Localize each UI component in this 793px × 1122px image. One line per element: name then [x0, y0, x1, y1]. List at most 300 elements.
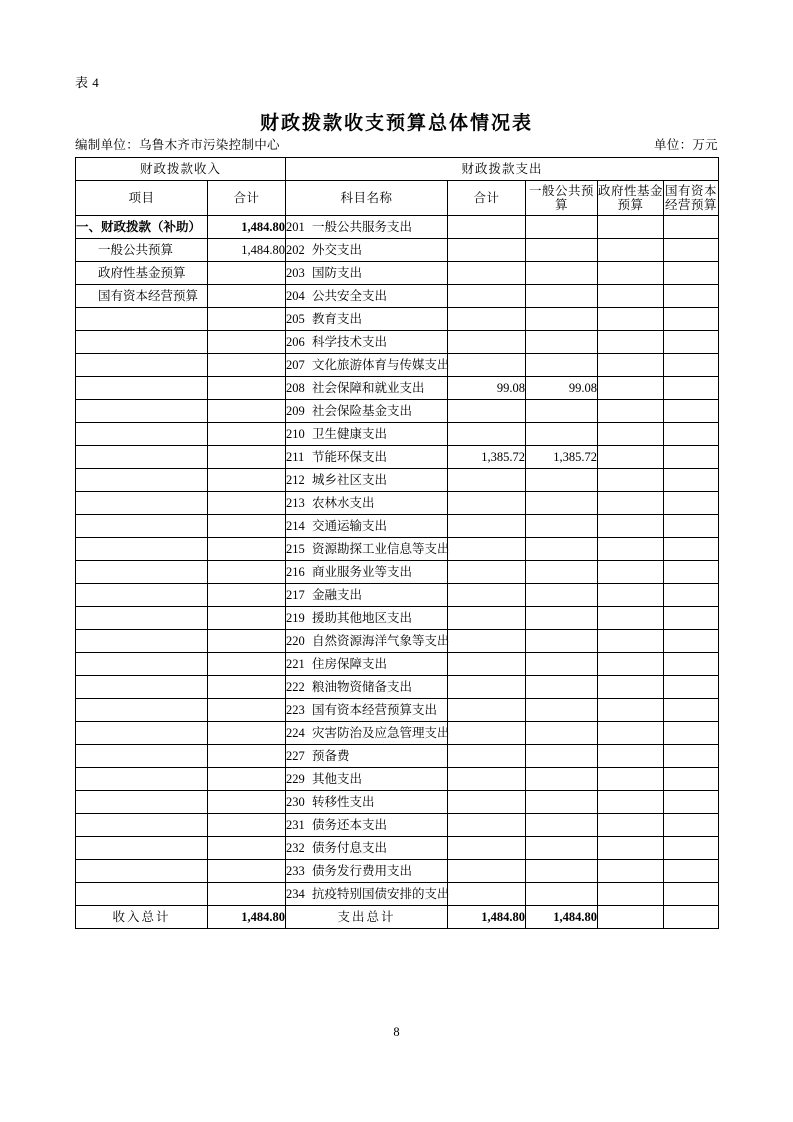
income-item-total-empty	[208, 492, 286, 515]
expenditure-fund	[598, 745, 664, 768]
income-item-total-empty	[208, 676, 286, 699]
income-item-label-empty	[76, 354, 208, 377]
expenditure-general	[526, 883, 598, 906]
expenditure-name: 债务还本支出	[312, 817, 388, 832]
expenditure-name: 灾害防治及应急管理支出	[312, 725, 450, 740]
expenditure-name: 金融支出	[312, 587, 363, 602]
expenditure-total	[448, 216, 526, 239]
income-item-total-empty	[208, 446, 286, 469]
expenditure-capital	[664, 216, 719, 239]
income-item-total-empty	[208, 354, 286, 377]
expenditure-capital	[664, 446, 719, 469]
expenditure-subject	[286, 469, 448, 492]
expenditure-general	[526, 607, 598, 630]
expenditure-general	[526, 285, 598, 308]
table-row	[76, 492, 719, 515]
income-item-label-empty	[76, 584, 208, 607]
expenditure-name: 债务付息支出	[312, 840, 388, 855]
expenditure-general	[526, 676, 598, 699]
table-footer-row	[76, 906, 719, 929]
table-row	[76, 377, 719, 400]
expenditure-general	[526, 239, 598, 262]
expenditure-fund	[598, 607, 664, 630]
expenditure-subject	[286, 515, 448, 538]
expenditure-code: 224	[286, 725, 305, 740]
expenditure-total	[448, 423, 526, 446]
income-item-label: 一、财政拨款（补助）	[76, 216, 208, 239]
expenditure-fund	[598, 561, 664, 584]
expenditure-name: 预备费	[312, 748, 350, 763]
income-item-label-empty	[76, 377, 208, 400]
table-row	[76, 630, 719, 653]
income-item-total-empty	[208, 630, 286, 653]
expenditure-total	[448, 400, 526, 423]
expenditure-fund	[598, 814, 664, 837]
income-item-label-empty	[76, 699, 208, 722]
income-item-total-empty	[208, 469, 286, 492]
column-header-income-total: 合计	[208, 181, 286, 216]
expenditure-general	[526, 331, 598, 354]
expenditure-fund	[598, 262, 664, 285]
expenditure-code: 223	[286, 702, 305, 717]
expenditure-capital	[664, 630, 719, 653]
expenditure-fund	[598, 584, 664, 607]
income-item-label: 政府性基金预算	[76, 262, 208, 285]
expenditure-capital	[664, 768, 719, 791]
expenditure-subject	[286, 262, 448, 285]
expenditure-total-value: 1,484.80	[448, 906, 526, 929]
expenditure-code: 210	[286, 426, 305, 441]
expenditure-general	[526, 561, 598, 584]
expenditure-general	[526, 262, 598, 285]
income-item-label: 国有资本经营预算	[76, 285, 208, 308]
income-item-total-empty	[208, 745, 286, 768]
expenditure-code: 230	[286, 794, 305, 809]
income-item-label-empty	[76, 400, 208, 423]
expenditure-capital	[664, 285, 719, 308]
income-item-total-empty	[208, 423, 286, 446]
expenditure-fund	[598, 308, 664, 331]
expenditure-total	[448, 676, 526, 699]
expenditure-name: 社会保障和就业支出	[312, 380, 425, 395]
expenditure-fund	[598, 331, 664, 354]
income-item-label-empty	[76, 446, 208, 469]
expenditure-name: 教育支出	[312, 311, 363, 326]
column-header-government-fund-budget: 政府性基金预算	[598, 181, 664, 216]
income-item-label: 一般公共预算	[76, 239, 208, 262]
expenditure-name: 商业服务业等支出	[312, 564, 413, 579]
table-row	[76, 538, 719, 561]
income-item-total-empty	[208, 584, 286, 607]
expenditure-total	[448, 768, 526, 791]
expenditure-fund	[598, 768, 664, 791]
expenditure-capital	[664, 331, 719, 354]
expenditure-fund	[598, 285, 664, 308]
expenditure-general	[526, 768, 598, 791]
expenditure-capital	[664, 699, 719, 722]
income-item-label-empty	[76, 768, 208, 791]
expenditure-total	[448, 837, 526, 860]
table-row	[76, 676, 719, 699]
expenditure-total	[448, 860, 526, 883]
income-item-total-empty	[208, 699, 286, 722]
expenditure-general	[526, 538, 598, 561]
expenditure-name: 抗疫特别国债安排的支出	[312, 886, 450, 901]
expenditure-general	[526, 423, 598, 446]
expenditure-general	[526, 216, 598, 239]
expenditure-subject	[286, 745, 448, 768]
expenditure-subject	[286, 837, 448, 860]
expenditure-code: 208	[286, 380, 305, 395]
page-number: 8	[393, 1025, 400, 1039]
expenditure-subject	[286, 860, 448, 883]
expenditure-code: 213	[286, 495, 305, 510]
expenditure-total	[448, 653, 526, 676]
expenditure-subject	[286, 216, 448, 239]
income-item-label-empty	[76, 745, 208, 768]
table-row	[76, 814, 719, 837]
expenditure-fund	[598, 492, 664, 515]
expenditure-name: 社会保险基金支出	[312, 403, 413, 418]
expenditure-code: 231	[286, 817, 305, 832]
expenditure-code: 220	[286, 633, 305, 648]
expenditure-code: 203	[286, 265, 305, 280]
expenditure-general: 1,385.72	[526, 446, 598, 469]
expenditure-capital	[664, 607, 719, 630]
income-item-total-empty	[208, 883, 286, 906]
expenditure-code: 212	[286, 472, 305, 487]
expenditure-general-total-value: 1,484.80	[526, 906, 598, 929]
expenditure-subject	[286, 584, 448, 607]
expenditure-code: 211	[286, 449, 305, 464]
expenditure-name: 一般公共服务支出	[312, 219, 413, 234]
expenditure-capital	[664, 791, 719, 814]
expenditure-capital	[664, 745, 719, 768]
income-item-label-empty	[76, 331, 208, 354]
column-header-general-public-budget: 一般公共预算	[526, 181, 598, 216]
expenditure-total	[448, 239, 526, 262]
income-total-value: 1,484.80	[208, 906, 286, 929]
expenditure-capital	[664, 377, 719, 400]
table-row	[76, 469, 719, 492]
expenditure-total-label: 支出总计	[286, 906, 448, 929]
expenditure-subject	[286, 814, 448, 837]
expenditure-capital	[664, 308, 719, 331]
expenditure-general	[526, 653, 598, 676]
income-item-label-empty	[76, 469, 208, 492]
expenditure-code: 205	[286, 311, 305, 326]
income-item-label-empty	[76, 561, 208, 584]
expenditure-general	[526, 630, 598, 653]
expenditure-total	[448, 561, 526, 584]
table-number: 表 4	[75, 75, 100, 90]
expenditure-total	[448, 607, 526, 630]
expenditure-code: 219	[286, 610, 305, 625]
expenditure-general	[526, 308, 598, 331]
expenditure-total	[448, 515, 526, 538]
expenditure-fund	[598, 400, 664, 423]
income-item-total	[208, 285, 286, 308]
income-item-total-empty	[208, 607, 286, 630]
income-item-label-empty	[76, 883, 208, 906]
expenditure-total	[448, 331, 526, 354]
expenditure-subject	[286, 377, 448, 400]
expenditure-subject	[286, 791, 448, 814]
expenditure-fund	[598, 653, 664, 676]
expenditure-subject	[286, 285, 448, 308]
expenditure-name: 债务发行费用支出	[312, 863, 413, 878]
expenditure-subject	[286, 699, 448, 722]
expenditure-general	[526, 860, 598, 883]
table-row	[76, 515, 719, 538]
expenditure-total	[448, 538, 526, 561]
expenditure-name: 城乡社区支出	[312, 472, 388, 487]
expenditure-code: 215	[286, 541, 305, 556]
expenditure-code: 209	[286, 403, 305, 418]
income-item-total-empty	[208, 331, 286, 354]
expenditure-fund	[598, 239, 664, 262]
expenditure-fund	[598, 837, 664, 860]
table-row	[76, 699, 719, 722]
expenditure-code: 234	[286, 886, 305, 901]
expenditure-capital	[664, 400, 719, 423]
expenditure-capital	[664, 883, 719, 906]
column-header-exp-total: 合计	[448, 181, 526, 216]
expenditure-fund	[598, 791, 664, 814]
column-header-income-item: 项目	[76, 181, 208, 216]
table-row	[76, 860, 719, 883]
expenditure-total	[448, 883, 526, 906]
expenditure-general	[526, 515, 598, 538]
expenditure-total	[448, 791, 526, 814]
expenditure-subject	[286, 722, 448, 745]
expenditure-subject	[286, 446, 448, 469]
expenditure-fund	[598, 446, 664, 469]
expenditure-name: 其他支出	[312, 771, 363, 786]
expenditure-code: 221	[286, 656, 305, 671]
page-title: 财政拨款收支预算总体情况表	[259, 113, 533, 134]
expenditure-name: 转移性支出	[312, 794, 375, 809]
expenditure-capital	[664, 860, 719, 883]
income-item-total-empty	[208, 400, 286, 423]
income-item-total-empty	[208, 722, 286, 745]
expenditure-name: 交通运输支出	[312, 518, 388, 533]
expenditure-general	[526, 837, 598, 860]
expenditure-general	[526, 722, 598, 745]
expenditure-general	[526, 584, 598, 607]
expenditure-name: 农林水支出	[312, 495, 375, 510]
expenditure-code: 233	[286, 863, 305, 878]
expenditure-general	[526, 400, 598, 423]
table-row	[76, 239, 719, 262]
table-row	[76, 446, 719, 469]
income-item-total-empty	[208, 860, 286, 883]
table-row	[76, 883, 719, 906]
expenditure-fund	[598, 469, 664, 492]
expenditure-code: 201	[286, 219, 305, 234]
expenditure-subject	[286, 768, 448, 791]
expenditure-capital	[664, 814, 719, 837]
income-item-label-empty	[76, 492, 208, 515]
income-item-label-empty	[76, 722, 208, 745]
income-item-label-empty	[76, 814, 208, 837]
income-item-label-empty	[76, 791, 208, 814]
expenditure-subject	[286, 331, 448, 354]
expenditure-subject	[286, 883, 448, 906]
expenditure-capital	[664, 423, 719, 446]
table-row	[76, 354, 719, 377]
expenditure-total	[448, 469, 526, 492]
table-row	[76, 423, 719, 446]
expenditure-total	[448, 722, 526, 745]
expenditure-name: 国防支出	[312, 265, 363, 280]
expenditure-total	[448, 492, 526, 515]
expenditure-total	[448, 584, 526, 607]
income-item-total-empty	[208, 515, 286, 538]
expenditure-general: 99.08	[526, 377, 598, 400]
expenditure-general	[526, 745, 598, 768]
expenditure-subject	[286, 400, 448, 423]
table-row	[76, 607, 719, 630]
table-row	[76, 216, 719, 239]
expenditure-subject	[286, 561, 448, 584]
expenditure-subject	[286, 676, 448, 699]
table-row	[76, 331, 719, 354]
income-item-total-empty	[208, 308, 286, 331]
table-row	[76, 791, 719, 814]
expenditure-fund	[598, 630, 664, 653]
expenditure-capital	[664, 492, 719, 515]
table-group-header-row	[76, 158, 719, 181]
income-item-label-empty	[76, 630, 208, 653]
income-item-label-empty	[76, 837, 208, 860]
table-row	[76, 561, 719, 584]
table-row	[76, 308, 719, 331]
expenditure-total	[448, 285, 526, 308]
table-column-header-row	[76, 181, 719, 216]
expenditure-capital-total-value	[664, 906, 719, 929]
expenditure-total	[448, 814, 526, 837]
expenditure-name: 科学技术支出	[312, 334, 388, 349]
expenditure-name: 资源勘探工业信息等支出	[312, 541, 450, 556]
expenditure-general	[526, 699, 598, 722]
income-item-total-empty	[208, 377, 286, 400]
table-row	[76, 285, 719, 308]
table-row	[76, 584, 719, 607]
expenditure-capital	[664, 676, 719, 699]
expenditure-subject	[286, 308, 448, 331]
expenditure-name: 粮油物资储备支出	[312, 679, 413, 694]
income-item-total-empty	[208, 561, 286, 584]
expenditure-fund	[598, 377, 664, 400]
expenditure-fund-total-value	[598, 906, 664, 929]
expenditure-general	[526, 814, 598, 837]
expenditure-general	[526, 354, 598, 377]
expenditure-code: 206	[286, 334, 305, 349]
expenditure-general	[526, 791, 598, 814]
expenditure-total	[448, 308, 526, 331]
expenditure-fund	[598, 676, 664, 699]
expenditure-capital	[664, 538, 719, 561]
income-item-total-empty	[208, 814, 286, 837]
expenditure-capital	[664, 469, 719, 492]
income-item-total-empty	[208, 538, 286, 561]
expenditure-capital	[664, 653, 719, 676]
expenditure-name: 国有资本经营预算支出	[312, 702, 438, 717]
expenditure-total	[448, 262, 526, 285]
expenditure-code: 229	[286, 771, 305, 786]
expenditure-code: 204	[286, 288, 305, 303]
income-item-label-empty	[76, 860, 208, 883]
expenditure-fund	[598, 699, 664, 722]
expenditure-fund	[598, 423, 664, 446]
table-row	[76, 722, 719, 745]
income-item-total-empty	[208, 837, 286, 860]
income-item-total-empty	[208, 791, 286, 814]
expenditure-general	[526, 469, 598, 492]
unit-label: 单位：万元	[653, 138, 718, 152]
budget-table	[75, 157, 719, 929]
expenditure-code: 217	[286, 587, 305, 602]
income-item-label-empty	[76, 607, 208, 630]
expenditure-subject	[286, 607, 448, 630]
expenditure-capital	[664, 239, 719, 262]
income-item-total	[208, 262, 286, 285]
expenditure-total: 1,385.72	[448, 446, 526, 469]
column-header-state-capital-budget: 国有资本经营预算	[664, 181, 719, 216]
expenditure-fund	[598, 354, 664, 377]
expenditure-fund	[598, 722, 664, 745]
group-header-income: 财政拨款收入	[76, 158, 286, 181]
expenditure-fund	[598, 538, 664, 561]
expenditure-capital	[664, 722, 719, 745]
expenditure-code: 202	[286, 242, 305, 257]
expenditure-fund	[598, 216, 664, 239]
expenditure-code: 222	[286, 679, 305, 694]
expenditure-total	[448, 699, 526, 722]
expenditure-name: 文化旅游体育与传媒支出	[312, 357, 450, 372]
meta-row	[75, 135, 718, 153]
expenditure-subject	[286, 492, 448, 515]
income-item-label-empty	[76, 538, 208, 561]
table-row	[76, 837, 719, 860]
expenditure-subject	[286, 239, 448, 262]
expenditure-capital	[664, 837, 719, 860]
table-row	[76, 400, 719, 423]
expenditure-code: 216	[286, 564, 305, 579]
expenditure-capital	[664, 561, 719, 584]
expenditure-code: 207	[286, 357, 305, 372]
group-header-expenditure: 财政拨款支出	[286, 158, 719, 181]
expenditure-capital	[664, 584, 719, 607]
expenditure-subject	[286, 354, 448, 377]
expenditure-total	[448, 745, 526, 768]
expenditure-name: 公共安全支出	[312, 288, 388, 303]
expenditure-subject	[286, 423, 448, 446]
table-row	[76, 745, 719, 768]
expenditure-name: 外交支出	[312, 242, 363, 257]
expenditure-total: 99.08	[448, 377, 526, 400]
expenditure-total	[448, 354, 526, 377]
expenditure-code: 214	[286, 518, 305, 533]
expenditure-capital	[664, 354, 719, 377]
table-row	[76, 653, 719, 676]
income-item-total-empty	[208, 653, 286, 676]
table-row	[76, 768, 719, 791]
expenditure-subject	[286, 653, 448, 676]
expenditure-name: 住房保障支出	[312, 656, 388, 671]
column-header-subject-name: 科目名称	[286, 181, 448, 216]
